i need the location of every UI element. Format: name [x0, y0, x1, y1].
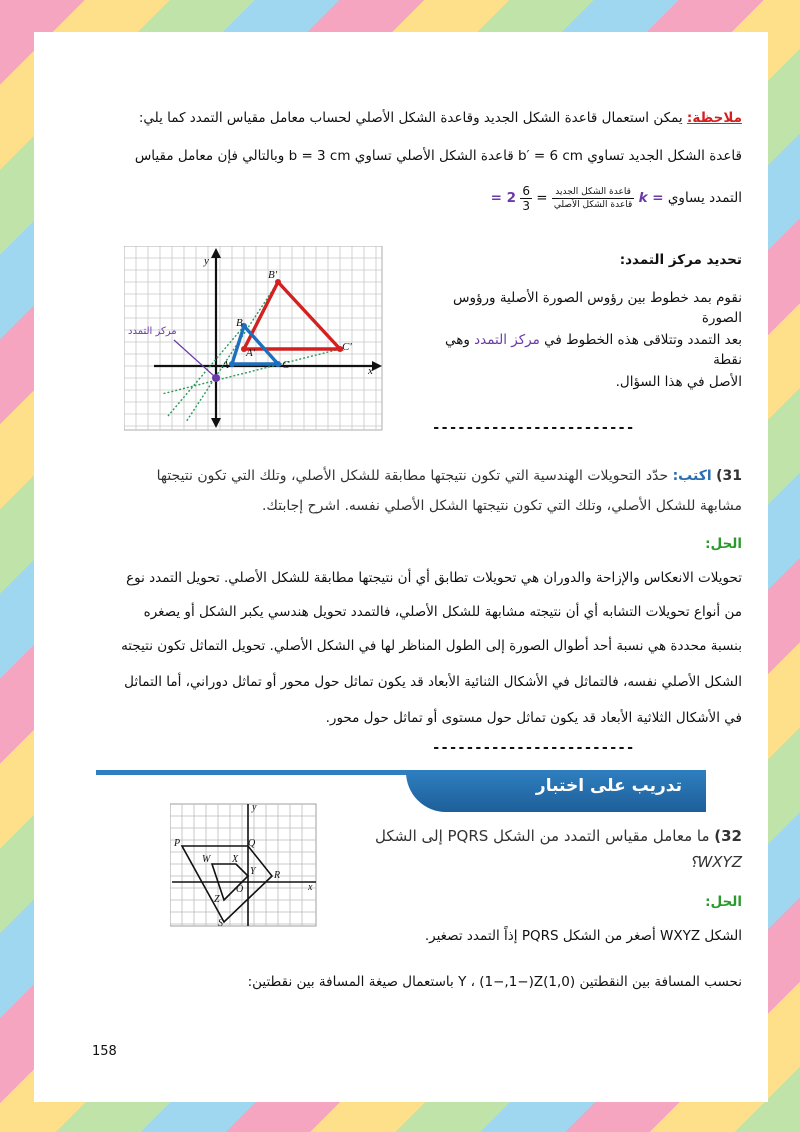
pqrs-graph: [170, 802, 320, 928]
label-s: S: [218, 918, 223, 928]
point-a: [229, 361, 235, 367]
sol31-line-5: في الأشكال الثلاثية الأبعاد قد يكون تماثل حول مستوى أو تماثل حول محور.: [325, 710, 742, 726]
label-a: A: [222, 359, 229, 371]
label-bp: B': [268, 269, 278, 281]
label-ap: A': [246, 347, 256, 359]
sol32-label: الحل:: [705, 894, 742, 910]
numeric-fraction: [520, 184, 532, 213]
label-q: Q: [248, 838, 256, 849]
sol32-line-2: نحسب المسافة بين النقطتين (1,0)Y ، (1−,1−)Z باستعمال صيغة المسافة بين نقطتين:: [247, 974, 742, 990]
scale-result: = 2: [490, 190, 517, 206]
scale-fraction: [552, 186, 634, 211]
point-c: [275, 361, 281, 367]
dilation-graph: [124, 246, 386, 432]
note-label: ملاحظة:: [686, 110, 742, 126]
q32-line-1: [375, 826, 742, 846]
label-x: X: [232, 854, 239, 865]
q31-keyword: اكتب:: [672, 468, 712, 484]
q32-number: 32): [714, 827, 742, 845]
dilation-center-label: مركز التمدد: [128, 326, 177, 337]
numeric-numerator: 6: [522, 183, 530, 198]
graph1-y-label: y: [204, 255, 209, 267]
center-p2-highlight: مركز التمدد: [474, 332, 540, 348]
separator-1: ------------------------: [432, 420, 635, 436]
center-pointer-arrow-icon: [170, 336, 220, 380]
center-p2-a: بعد التمدد وتتلاقى هذه الخطوط في: [539, 332, 742, 348]
label-cp: C': [342, 341, 352, 353]
x-axis-arrow-icon: [372, 361, 382, 371]
sol31-line-3: بنسبة محددة هي نسبة أحد أطوال الصورة إلى الطول المناظر لها في الشكل الأصلي. تحويل التماثل تكون نتيجته: [121, 638, 742, 654]
note-line-2: قاعدة الشكل الجديد تساوي b′ = 6 cm قاعدة الشكل الأصلي تساوي b = 3 cm وبالتالي فإن معامل مقياس: [134, 148, 742, 164]
numeric-denominator: 3: [522, 198, 530, 213]
label-c: C: [282, 359, 290, 371]
fraction-numerator: قاعدة الشكل الجديد: [552, 186, 634, 199]
center-p1: نقوم بمد خطوط بين رؤوس الصورة الأصلية ورؤوس الصورة: [452, 290, 742, 326]
center-p2: [422, 330, 742, 370]
q31-text-1: حدّد التحويلات الهندسية التي تكون نتيجتها مطابقة للشكل الأصلي، وتلك التي تكون نتيجتها: [156, 468, 673, 484]
center-p3: الأصل في هذا السؤال.: [615, 374, 742, 390]
center-heading: تحديد مركز التمدد:: [619, 252, 742, 268]
graph2-y-label: y: [252, 802, 257, 813]
q31-line-2: مشابهة للشكل الأصلي، وتلك التي تكون نتيجتها الشكل الأصلي نفسه. اشرح إجابتك.: [261, 498, 742, 514]
y-axis-arrow-icon: [211, 248, 221, 258]
label-y: Y: [250, 866, 256, 877]
label-z: Z: [214, 894, 220, 905]
label-b: B: [236, 317, 243, 329]
note-line-3: [491, 180, 742, 216]
sol31-label: الحل:: [705, 536, 742, 552]
note-line3-prefix: التمدد يساوي: [667, 190, 742, 206]
q32-line-2: WXYZ؟: [689, 853, 742, 871]
label-o: O: [236, 884, 244, 895]
label-r: R: [274, 870, 281, 881]
center-p2-b: وهي نقطة: [444, 332, 742, 368]
graph2-x-label: x: [308, 882, 313, 893]
equals-sign: =: [536, 190, 548, 206]
note-text: يمكن استعمال قاعدة الشكل الجديد وقاعدة الشكل الأصلي لحساب معامل مقياس التمدد كما يلي:: [138, 110, 687, 126]
pqrs-quadrilateral: [182, 846, 272, 922]
page-number: 158: [92, 1044, 117, 1059]
separator-2: ------------------------: [432, 740, 635, 756]
banner-title: تدريب على اختبار: [535, 776, 682, 796]
label-p: P: [174, 838, 181, 849]
graph1-x-label: x: [368, 365, 373, 377]
sol32-line-1: الشكل WXYZ أصغر من الشكل PQRS إذاً التمدد تصغير.: [424, 928, 742, 944]
sol31-line-1: تحويلات الانعكاس والإزاحة والدوران هي تحويلات تطابق أي أن نتيجتها مطابقة للشكل الأصلي. تحويل التمدد نوع: [126, 570, 742, 586]
note-line-1: [139, 108, 742, 128]
q31-number: 31): [716, 468, 742, 484]
k-symbol: k =: [638, 190, 664, 206]
label-w: W: [202, 854, 211, 865]
q31-line-1: [157, 466, 742, 486]
y-axis-arrow-down-icon: [211, 418, 221, 428]
sol31-line-2: من أنواع تحويلات التشابه أي أن نتيجته مشابهة للشكل الأصلي، فالتمدد تحويل هندسي يكبر الشكل أو يصغره: [143, 604, 742, 620]
q32-text-1: ما معامل مقياس التمدد من الشكل PQRS إلى الشكل: [374, 827, 715, 845]
fraction-denominator: قاعدة الشكل الأصلي: [553, 199, 633, 210]
sol31-line-4: الشكل الأصلي نفسه، فالتماثل في الأشكال الثنائية الأبعاد قد يكون تماثل حول محور أو تماثل دوراني، أما التماثل: [124, 674, 742, 690]
